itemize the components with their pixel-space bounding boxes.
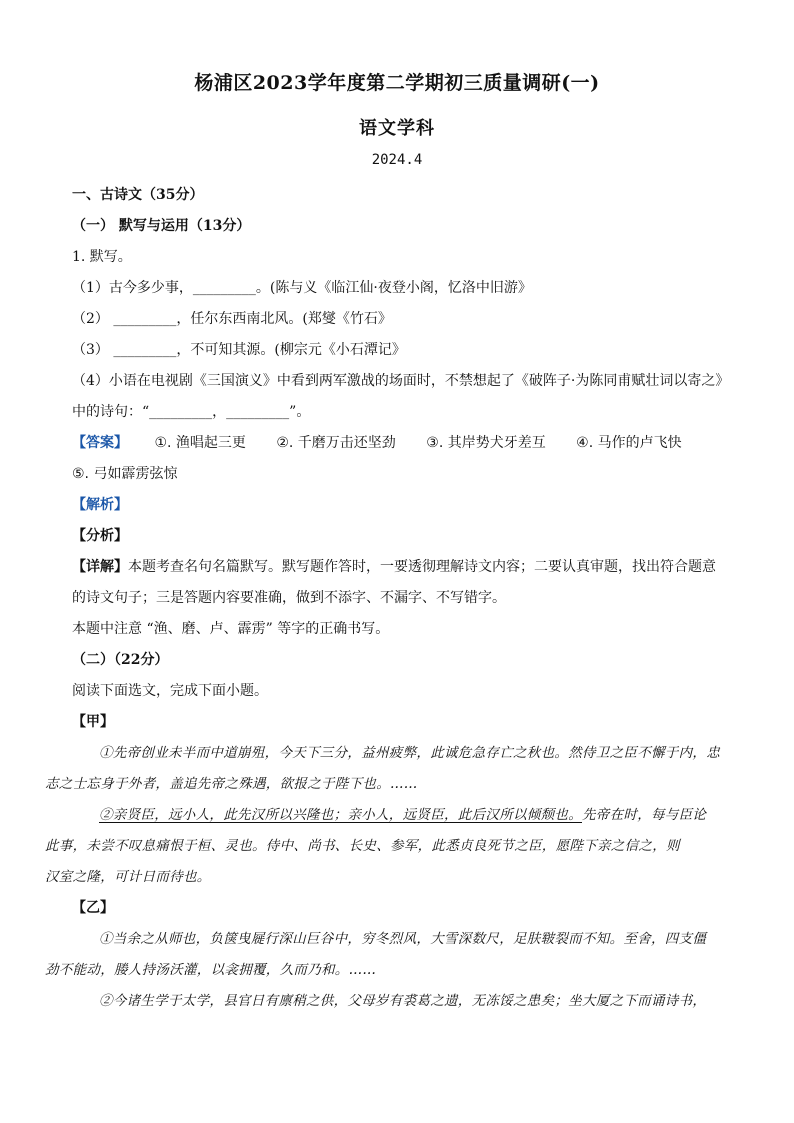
answer-5: ⑤. 弓如霹雳弦惊 bbox=[72, 466, 178, 482]
answer-3: ③. 其岸势犬牙差互 bbox=[426, 435, 546, 451]
answer-2: ②. 千磨万击还坚劲 bbox=[276, 435, 396, 451]
question-item-4: （4）小语在电视剧《三国演义》中看到两军激战的场面时，不禁想起了《破阵子·为陈同甫赋壮词以寄之》 bbox=[72, 373, 730, 389]
question-item-1: （1）古今多少事，_________。(陈与义《临江仙·夜登小阁，忆洛中旧游》 bbox=[72, 280, 532, 296]
underlined-sentence: ②亲贤臣，远小人，此先汉所以兴隆也；亲小人，远贤臣，此后汉所以倾颓也。 bbox=[99, 807, 582, 823]
answer-tag: 【答案】 bbox=[72, 435, 128, 451]
document-subtitle: 语文学科 bbox=[359, 118, 435, 139]
analysis-tag: 【解析】 bbox=[72, 497, 128, 513]
analyze-tag: 【分析】 bbox=[72, 528, 128, 544]
part1-heading: （一） 默写与运用（13分） bbox=[72, 218, 251, 234]
question-item-2: （2） _________，任尔东西南北风。(郑燮《竹石》 bbox=[72, 311, 392, 327]
jia-paragraph-2: ②亲贤臣，远小人，此先汉所以兴隆也；亲小人，远贤臣，此后汉所以倾颓也。先帝在时，每与臣论 此事，未尝不叹息痛恨于桓、灵也。侍中、尚书、长史、参军，此悉贞良死节之臣，愿陛下亲之信之，则 汉室之隆，可计日而待也。 bbox=[45, 807, 707, 885]
answer-row bbox=[72, 428, 732, 459]
detail-line-2: 的诗文句子；三是答题内容要准确，做到不添字、不漏字、不写错字。 bbox=[72, 590, 506, 606]
question-item-4-cont: 中的诗句：“_________，_________”。 bbox=[72, 404, 311, 420]
document-date: 2024.4 bbox=[371, 152, 423, 168]
section-heading: 一、古诗文（35分） bbox=[72, 187, 204, 203]
question-item-3: （3） _________，不可知其源。(柳宗元《小石潭记》 bbox=[72, 342, 406, 358]
jia-paragraph-1: ①先帝创业未半而中道崩殂，今天下三分，益州疲弊，此诚危急存亡之秋也。然侍卫之臣不懈于内，忠 志之士忘身于外者，盖追先帝之殊遇，欲报之于陛下也。…… bbox=[45, 745, 720, 792]
answer-4: ④. 马作的卢飞快 bbox=[576, 435, 682, 451]
question-label: 1. 默写。 bbox=[72, 249, 132, 265]
yi-paragraph-1: ①当余之从师也，负箧曳屣行深山巨谷中，穷冬烈风，大雪深数尺，足肤皲裂而不知。至舍，四支僵 劲不能动，媵人持汤沃灌，以衾拥覆，久而乃和。…… bbox=[45, 931, 707, 978]
yi-tag: 【乙】 bbox=[72, 900, 114, 916]
part2-intro: 阅读下面选文，完成下面小题。 bbox=[72, 683, 268, 699]
yi-paragraph-2: ②今诸生学于太学，县官日有廪稍之供，父母岁有裘葛之遗，无冻馁之患矣；坐大厦之下而诵诗书， bbox=[99, 993, 707, 1009]
part2-heading: （二）（22分） bbox=[72, 652, 169, 668]
answer-1: ①. 渔唱起三更 bbox=[154, 435, 246, 451]
detail-tag: 【详解】 bbox=[72, 559, 128, 575]
document-title: 杨浦区2023学年度第二学期初三质量调研(一) bbox=[194, 72, 600, 94]
jia-tag: 【甲】 bbox=[72, 714, 114, 730]
detail-line-1: 【详解】本题考查名句名篇默写。默写题作答时，一要透彻理解诗文内容；二要认真审题，找出符合题意 bbox=[72, 559, 716, 575]
note-line: 本题中注意 “渔、磨、卢、霹雳” 等字的正确书写。 bbox=[72, 621, 390, 637]
document-body bbox=[45, 180, 732, 1017]
